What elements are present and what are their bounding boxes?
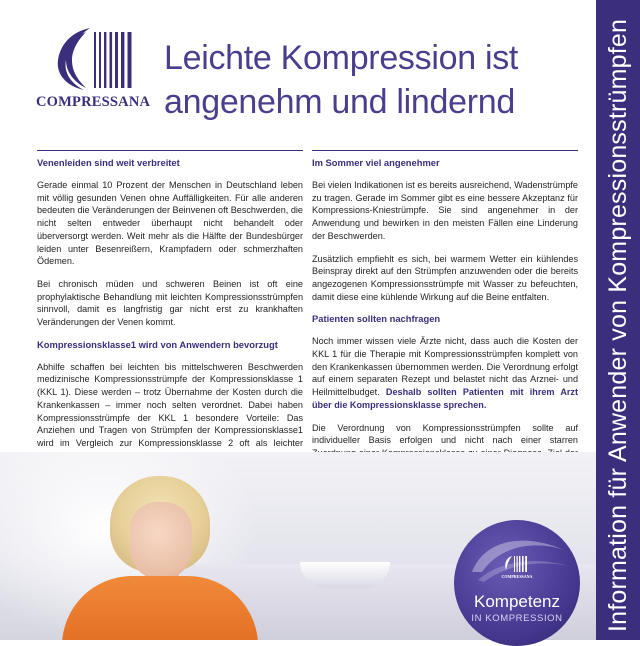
paragraph: Bei vielen Indikationen ist es bereits ausreichend, Wadenstrümpfe zu tragen. Gerade im Sommer gibt es eine bessere Akzeptanz für Kompressions-Kniestrümpfe. Sie sind angenehmer in der Anwendung und bewirken in den meisten Fällen eine Linderung der Beschwerden. [312, 180, 578, 241]
badge-title: Kompetenz [474, 592, 560, 611]
left-column [37, 150, 303, 472]
section-rule [37, 150, 303, 151]
bowl [300, 562, 390, 588]
kompetenz-badge [454, 520, 580, 646]
paragraph: Die Verordnung von Kompressionsstrümpfen sollte auf individueller Basis erfolgen und nicht nach einer starren [312, 422, 578, 446]
logo-text: COMPRESSANA [36, 94, 151, 110]
section-heading: Kompressionsklasse1 wird von Anwendern bevorzugt [37, 338, 278, 350]
side-band [596, 0, 640, 640]
headline-line-2: angenehm und lindernd [164, 83, 515, 121]
section-heading: Venenleiden sind weit verbreitet [37, 157, 180, 168]
page-headline [164, 36, 584, 124]
compressana-logo-icon [50, 26, 140, 92]
paragraph [312, 335, 578, 411]
brand-logo [36, 26, 151, 126]
paragraph: Bei chronisch müden und schweren Beinen ist oft eine prophylaktische Behandlung mit leichten Kompressionsstrümpfen sinnvoll, damit es langfristig gar nicht erst zu krankhaften Veränderungen der Venen kommt. [37, 278, 303, 328]
paragraph-text: Noch immer wissen viele Ärzte nicht, dass auch die Kosten der KKL 1 für die Therapie mit Kompressionsstrümpfen komplett von den Krankenkassen übernommen werden. Die Verordnung erfolgt auf einem separaten Rezept und belastet nicht das Arznei- und Heilmittelbudget. [312, 336, 578, 398]
badge-subtitle: IN KOMPRESSION [471, 613, 563, 624]
paragraph: Zusätzlich empfiehlt es sich, bei warmem Wetter ein kühlendes Beinspray direkt auf den Strümpfen anzuwenden oder die bereits angezogenen Kompressionsstrümpfe mit Wasser zu befeuchten, damit diese eine kühlende Wirkung auf die Beine entfalten. [312, 253, 578, 302]
compressana-mini-logo-icon [500, 554, 534, 580]
section-heading: Im Sommer viel angenehmer [312, 157, 440, 168]
side-band-text: Information für Anwender von Kompressionsstrümpfen [604, 18, 632, 632]
paragraph: Abhilfe schaffen bei leichten bis mittelschweren Beschwerden medizinische Kompressionsstrümpfe der Kompressionsklasse 1 (KKL 1). Diese werden – trotz Übernahme der Kosten durch die Krankenkassen – immer noch selten verordnet. Dabei haben Kompressionsstrümpfe der KKL 1 besondere Vorteile: Das Anziehen und Tragen von Strümpfen der Kompressionsklasse1 wird im Vergleich zur Kompressionsklasse 2 oft als leichter [37, 361, 303, 448]
paragraph: Gerade einmal 10 Prozent der Menschen in Deutschland leben mit völlig gesunden Venen ohne Auffälligkeiten. Für alle anderen bedeuten die Veränderungen der Beinvenen oft Beschwerden, die nicht selten entweder überhaupt nicht behandelt oder überversorgt werden. Weit mehr als die Hälfte der Bundesbürger leiden unter Besenreißern, Krampfadern oder schmerzhaften Ödemen. [37, 180, 303, 267]
section-heading: Patienten sollten nachfragen [312, 313, 441, 325]
headline-line-1: Leichte Kompression ist [164, 39, 519, 77]
section-rule [312, 150, 578, 151]
mini-logo-text: COMPRESSANA [501, 574, 533, 579]
emphasis-text: Deshalb sollten Patienten mit ihrem Arzt über die Kompressionsklasse sprechen. [312, 387, 578, 410]
face [130, 502, 192, 580]
